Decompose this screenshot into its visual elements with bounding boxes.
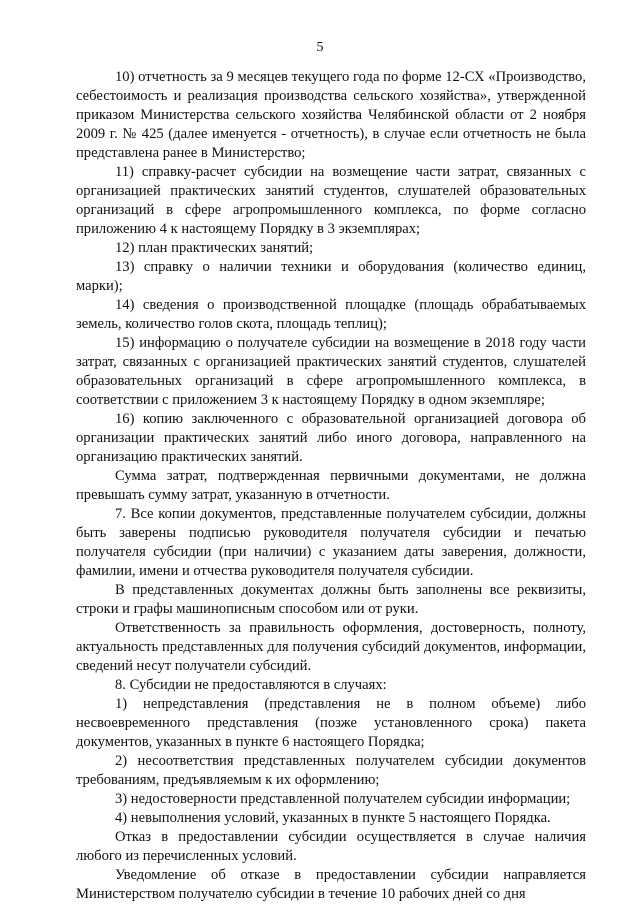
paragraph-section-7-copies: 7. Все копии документов, представленные получателем субсидии, должны быть заверены подписью руководителя получателя субсидии и печатью получателя субсидии (при наличии) с указанием даты заверения, должности, фамилии, имени и отчества руководителя получателя субсидии. — [76, 506, 586, 579]
paragraph-cost-limit: Сумма затрат, подтвержденная первичными документами, не должна превышать сумму затрат, указанную в отчетности. — [76, 468, 586, 503]
paragraph-item-15-recipient-info: 15) информацию о получателе субсидии на возмещение в 2018 году части затрат, связанных с организацией практических занятий студентов, слушателей образовательных организаций в сфере агропромышленного комплекса, в соответствии с приложением 3 к настоящему Порядку в одном экземпляре; — [76, 335, 586, 408]
paragraph-refusal-case-2: 2) несоответствия представленных получателем субсидии документов требованиям, предъявляемым к их оформлению; — [76, 753, 586, 788]
paragraph-item-16-contract-copy: 16) копию заключенного с образовательной организацией договора об организации практических занятий либо иного договора, направленного на организацию практических занятий. — [76, 411, 586, 465]
paragraph-refusal-case-3: 3) недостоверности представленной получателем субсидии информации; — [115, 791, 571, 807]
paragraph-section-8-heading: 8. Субсидии не предоставляются в случаях: — [115, 677, 387, 693]
paragraph-refusal-case-1: 1) непредставления (представления не в полном объеме) либо несвоевременного представления (позже установленного срока) пакета документов, указанных в пункте 6 настоящего Порядка; — [76, 696, 586, 750]
paragraph-item-12-plan: 12) план практических занятий; — [115, 240, 314, 256]
paragraph-requisites: В представленных документах должны быть заполнены все реквизиты, строки и графы машинописным способом или от руки. — [76, 582, 586, 617]
paragraph-refusal-grounds: Отказ в предоставлении субсидии осуществляется в случае наличия любого из перечисленных условий. — [76, 829, 586, 864]
document-body — [76, 68, 586, 904]
paragraph-item-13-equipment: 13) справку о наличии техники и оборудования (количество единиц, марки); — [76, 259, 586, 294]
paragraph-item-11-calculation: 11) справку-расчет субсидии на возмещение части затрат, связанных с организацией практических занятий студентов, слушателей образовательных организаций в сфере агропромышленного комплекса, по форме согласно приложению 4 к настоящему Порядку в 3 экземплярах; — [76, 164, 586, 237]
page-number: 5 — [316, 40, 324, 55]
paragraph-item-10-reporting: 10) отчетность за 9 месяцев текущего года по форме 12-СХ «Производство, себестоимость и реализация производства сельского хозяйства», утвержденной приказом Министерства сельского хозяйства Челябинской области от 2 ноября 2009 г. № 425 (далее именуется - отчетность), в случае если отчетность не была представлена ранее в Министерство; — [76, 69, 586, 161]
paragraph-refusal-notice: Уведомление об отказе в предоставлении субсидии направляется Министерством получателю субсидии в течение 10 рабочих дней со дня — [76, 867, 586, 902]
paragraph-item-14-production-site: 14) сведения о производственной площадке (площадь обрабатываемых земель, количество голов скота, площадь теплиц); — [76, 297, 586, 332]
paragraph-refusal-case-4: 4) невыполнения условий, указанных в пункте 5 настоящего Порядка. — [115, 810, 551, 826]
paragraph-responsibility: Ответственность за правильность оформления, достоверность, полноту, актуальность представленных для получения субсидий документов, информации, сведений несут получатели субсидий. — [76, 620, 586, 674]
